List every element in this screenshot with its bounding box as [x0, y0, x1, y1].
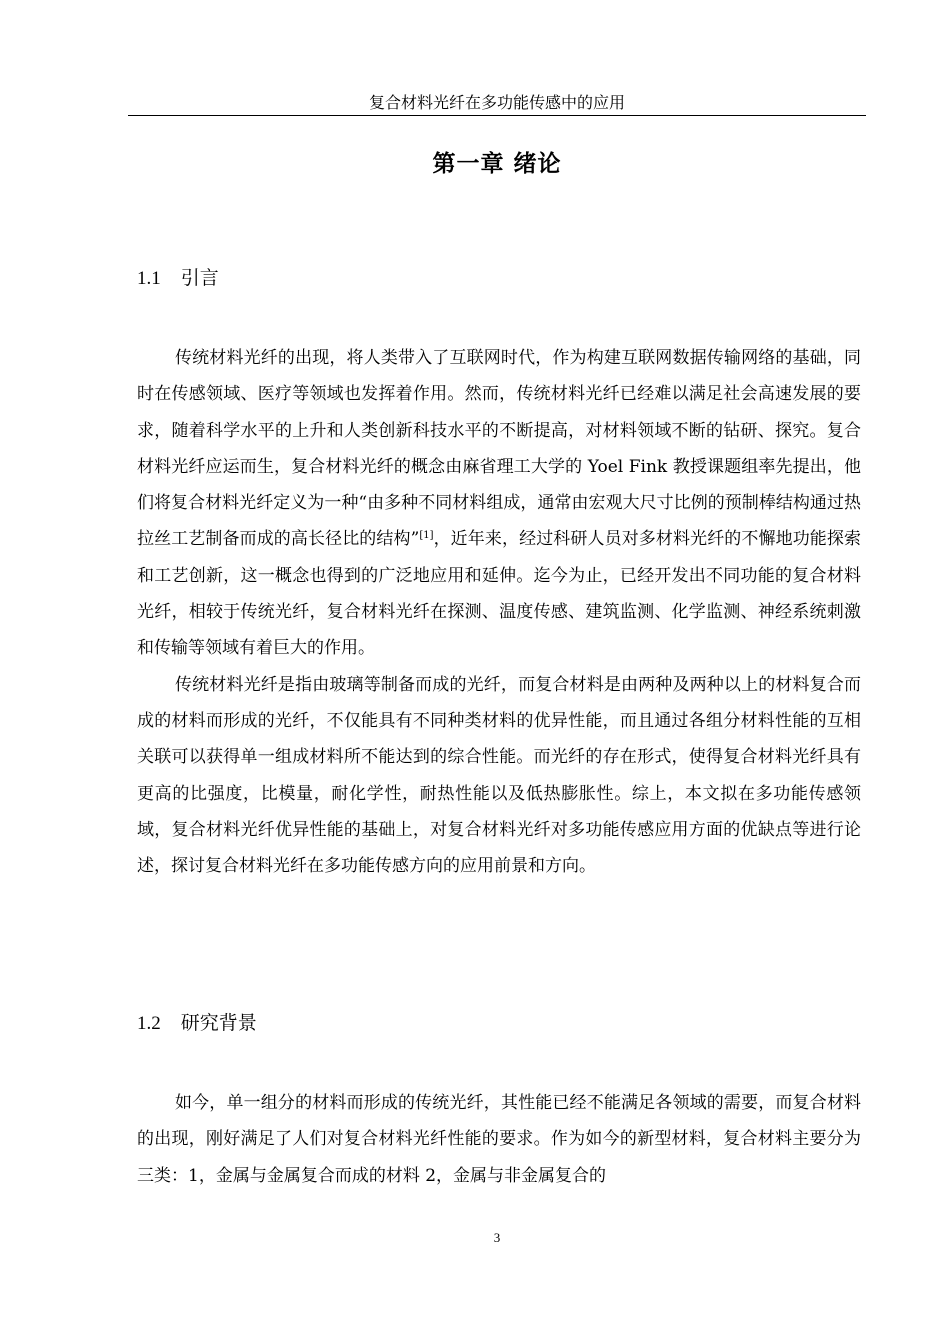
section-title: 引言: [180, 267, 219, 289]
paragraph-text: ，近年来，经过科研人员对多材料光纤的不懈地功能探索和工艺创新，这一概念也得到的广泛地应用和延伸。迄今为止，已经开发出不同功能的复合材料光纤，相较于传统光纤，复合材料光纤在探测、温度传感、建筑监测、化学监测、神经系统刺激和传输等领域有着巨大的作用。: [137, 529, 861, 659]
paragraph: 如今，单一组分的材料而形成的传统光纤，其性能已经不能满足各领域的需要，而复合材料的出现，刚好满足了人们对复合材料光纤性能的要求。作为如今的新型材料，复合材料主要分为三类：1，金属与金属复合而成的材料 2，金属与非金属复合的: [137, 1093, 861, 1186]
section-number: 1.2: [137, 1013, 161, 1034]
chapter-title: 第一章 绪论: [432, 151, 562, 177]
section-number: 1.1: [137, 268, 161, 289]
header-rule: [128, 115, 866, 116]
running-header: 复合材料光纤在多功能传感中的应用: [368, 93, 625, 112]
citation-marker: [1]: [419, 530, 434, 542]
section-heading-1-1: [137, 264, 219, 293]
section-1-1-body: [137, 340, 861, 884]
section-title: 研究背景: [180, 1012, 257, 1034]
paragraph-text: 传统材料光纤的出现，将人类带入了互联网时代，作为构建互联网数据传输网络的基础，同时在传感领域、医疗等领域也发挥着作用。然而，传统材料光纤已经难以满足社会高速发展的要求，随着科学水平的上升和人类创新科技水平的不断提高，对材料领域不断的钻研、探究。复合材料光纤应运而生，复合材料光纤的概念由麻省理工大学的 Yoel Fink 教授课题组率先提出，他们将复合材料光纤定义为一种“由多种不同材料组成，通常由宏观大尺寸比例的预制棒结构通过热拉丝工艺制备而成的高长径比的结构”: [137, 348, 861, 550]
paragraph: 传统材料光纤是指由玻璃等制备而成的光纤，而复合材料是由两种及两种以上的材料复合而成的材料而形成的光纤，不仅能具有不同种类材料的优异性能，而且通过各组分材料性能的互相关联可以获得单一组成材料所不能达到的综合性能。而光纤的存在形式，使得复合材料光纤具有更高的比强度，比模量，耐化学性，耐热性能以及低热膨胀性。综上，本文拟在多功能传感领域，复合材料光纤优异性能的基础上，对复合材料光纤对多功能传感应用方面的优缺点等进行论述，探讨复合材料光纤在多功能传感方向的应用前景和方向。: [137, 674, 861, 877]
section-heading-1-2: [137, 1009, 257, 1038]
paragraph: [137, 340, 861, 667]
page-number: 3: [493, 1230, 501, 1245]
section-1-2-body: [137, 1085, 861, 1194]
